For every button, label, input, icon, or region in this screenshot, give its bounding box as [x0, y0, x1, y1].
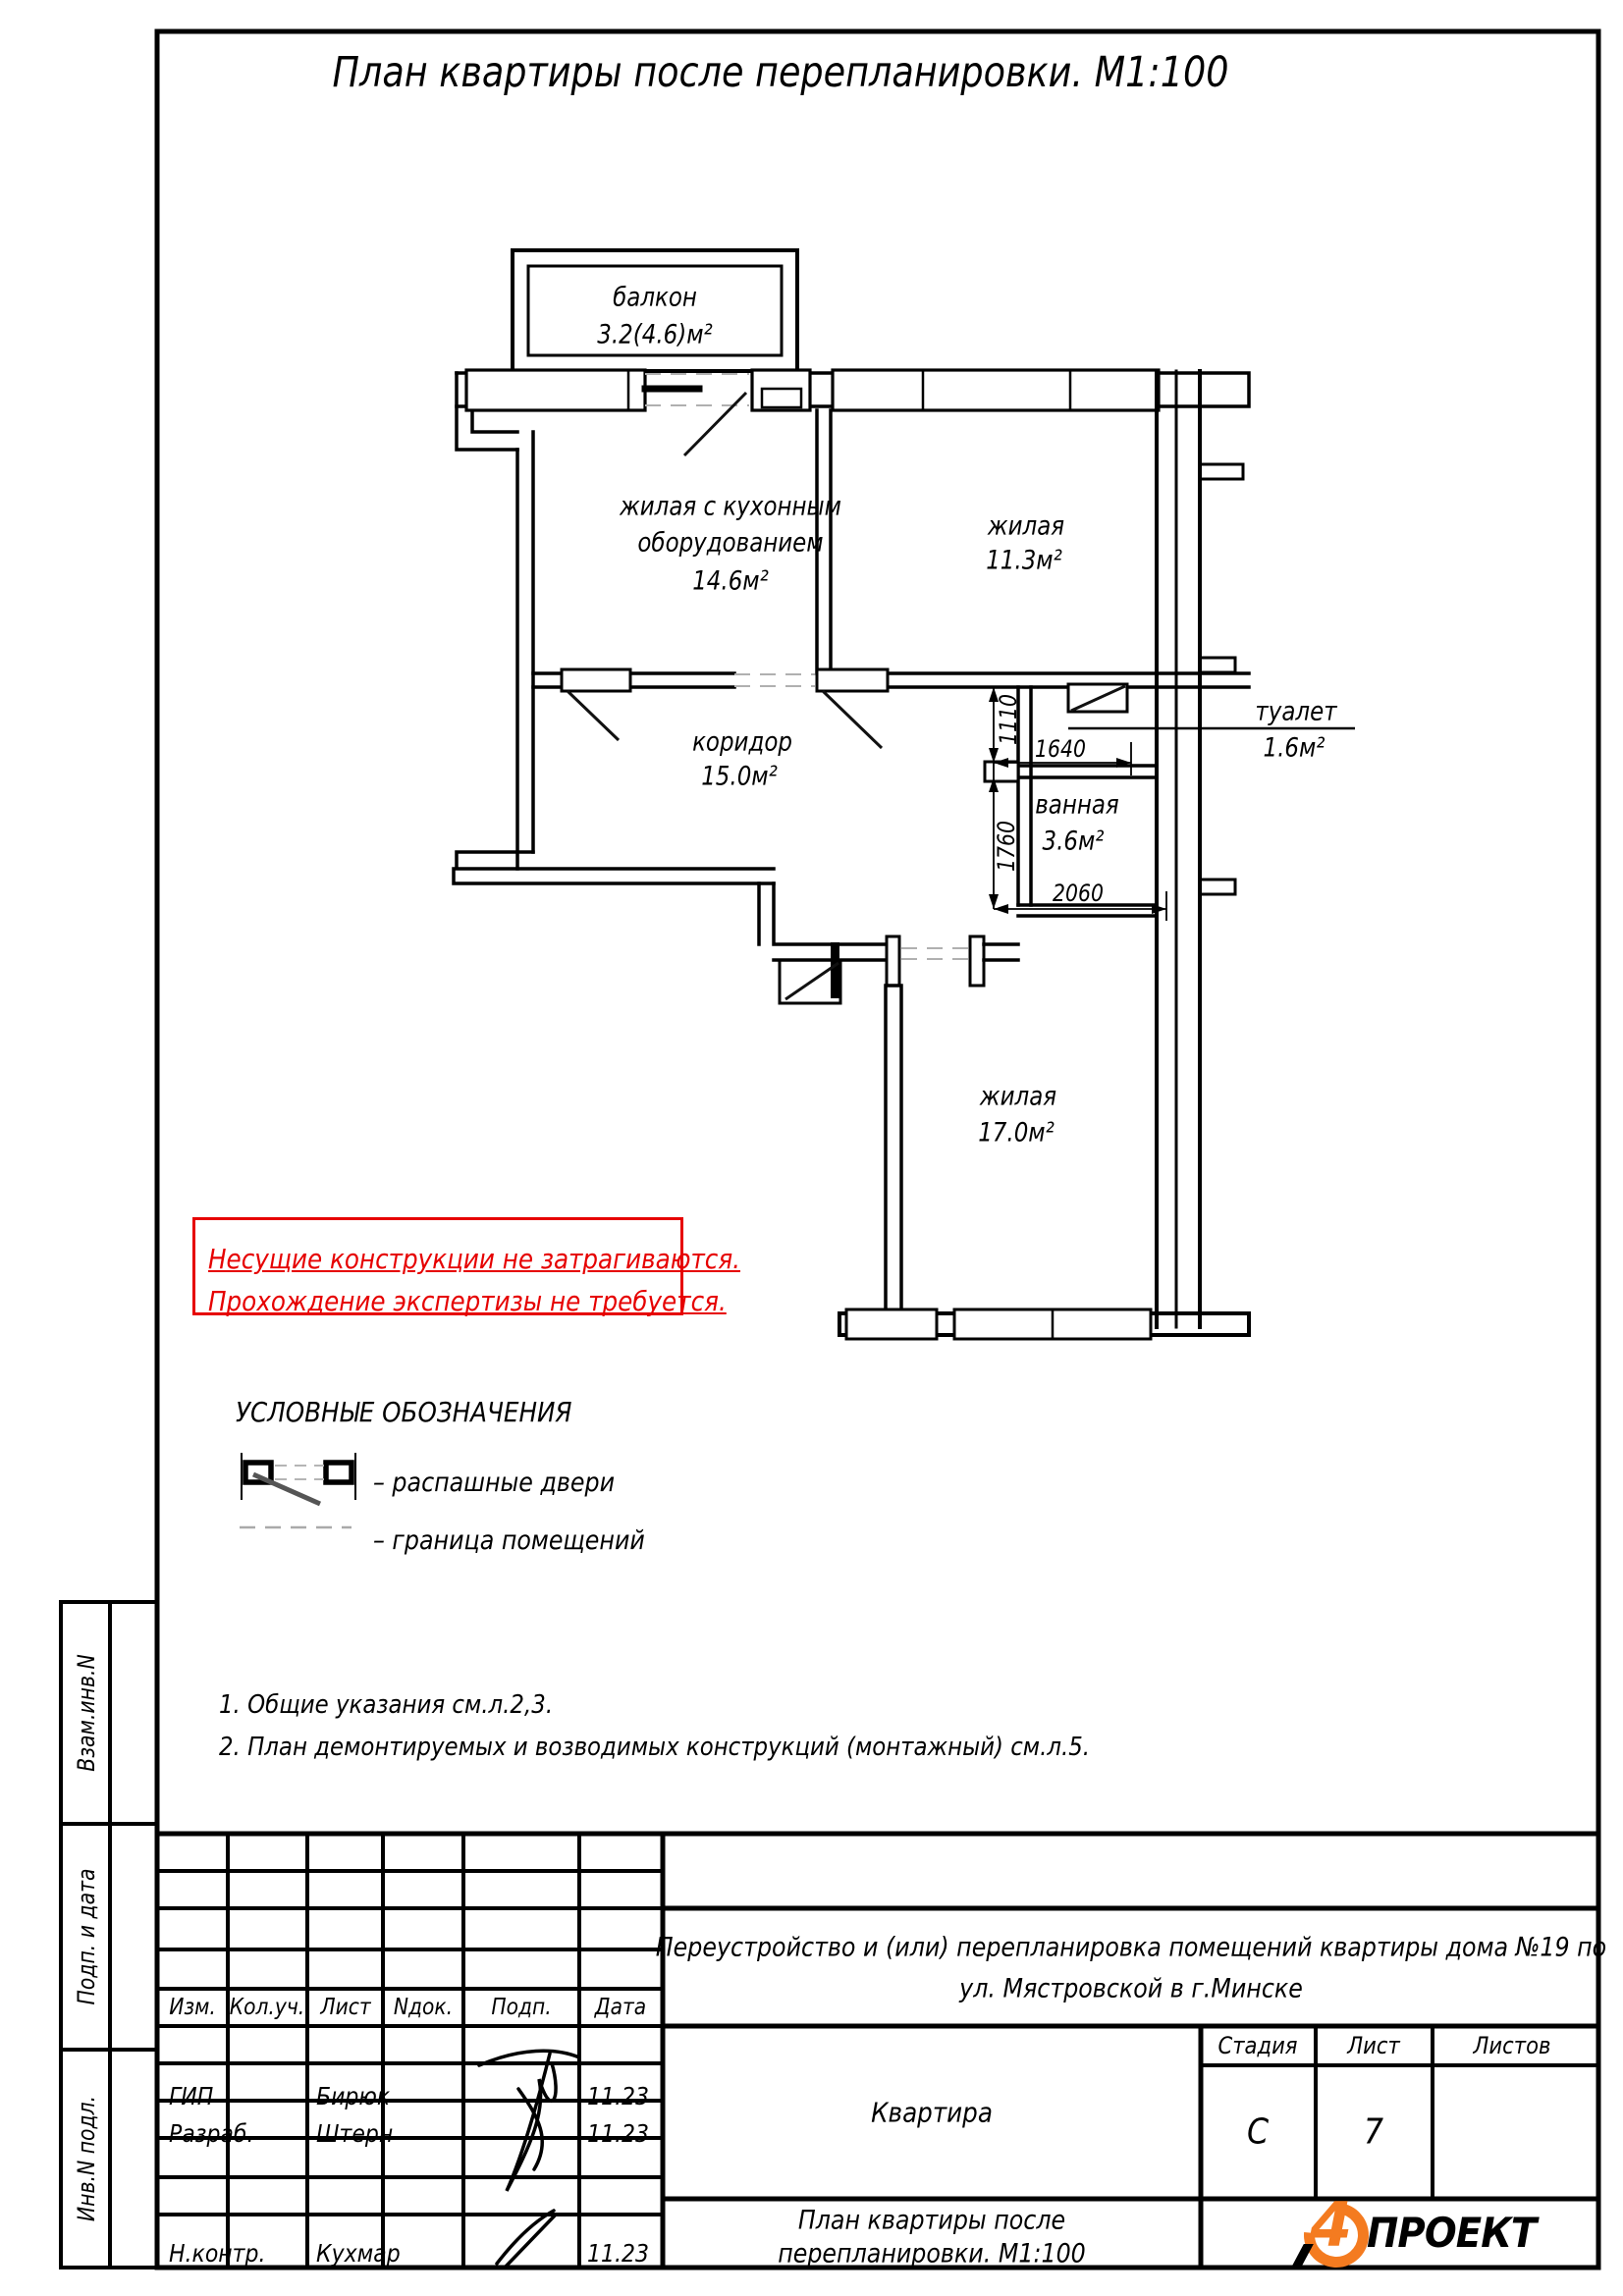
dim-1640: 1640 — [1035, 735, 1086, 763]
legend-heading: УСЛОВНЫЕ ОБОЗНАЧЕНИЯ — [236, 1396, 572, 1428]
note-1: 1. Общие указания см.л.2,3. — [219, 1690, 554, 1720]
tb-date-gip: 11.23 — [587, 2082, 649, 2110]
company-logo — [1276, 2189, 1571, 2266]
room-living-large-name: жилая — [979, 1081, 1057, 1112]
room-corridor-name: коридор — [692, 726, 792, 758]
room-corridor-area: 15.0м² — [701, 761, 778, 792]
room-bath-name: ванная — [1035, 789, 1119, 821]
tb-col-ndok: Nдок. — [393, 1995, 454, 2020]
room-living-kitchen-area: 14.6м² — [692, 565, 769, 597]
tb-col-izm: Изм. — [169, 1995, 216, 2020]
room-boundary-lines — [645, 374, 970, 959]
dim-1110: 1110 — [995, 694, 1022, 745]
tb-date-nkontr: 11.23 — [587, 2239, 649, 2268]
legend-door-label: – распашные двери — [373, 1468, 616, 1498]
tb-role-razrab: Разраб. — [169, 2119, 254, 2148]
tb-col-podp: Подп. — [491, 1995, 552, 2020]
tb-role-nkontr: Н.контр. — [169, 2239, 266, 2268]
legend-door-symbol — [242, 1453, 355, 1504]
tb-stage-label: Стадия — [1217, 2032, 1298, 2059]
logo-word: ПРОЕКТ — [1367, 2209, 1537, 2257]
tb-doc-line2: перепланировки. М1:100 — [778, 2238, 1086, 2269]
walls — [454, 250, 1249, 1339]
tb-name-razrab: Штерн — [316, 2119, 394, 2148]
tb-sheet-label: Лист — [1347, 2032, 1400, 2059]
tb-sheets-label: Листов — [1473, 2032, 1551, 2059]
dim-2060: 2060 — [1053, 880, 1104, 907]
legend-boundary-label: – граница помещений — [373, 1525, 645, 1556]
room-balcony-name: балкон — [613, 282, 697, 313]
room-living-small-area: 11.3м² — [986, 545, 1062, 576]
room-living-kitchen-line1: жилая с кухонным — [620, 491, 841, 522]
warning-line1: Несущие конструкции не затрагиваются. — [208, 1243, 741, 1275]
tb-role-gip: ГИП — [169, 2082, 214, 2110]
room-wc-name: туалет — [1255, 696, 1337, 727]
room-living-kitchen-line2: оборудованием — [637, 527, 824, 559]
room-bath-area: 3.6м² — [1042, 826, 1105, 857]
tb-date-razrab: 11.23 — [587, 2119, 649, 2148]
room-balcony-area: 3.2(4.6)м² — [597, 319, 713, 350]
note-2: 2. План демонтируемых и возводимых конструкций (монтажный) см.л.5. — [219, 1733, 1091, 1762]
tb-project-line1: Переустройство и (или) перепланировка помещений квартиры дома №19 по — [655, 1932, 1607, 1963]
tb-col-koluch: Кол.уч. — [229, 1995, 305, 2020]
tb-stage-value: С — [1246, 2111, 1270, 2153]
tb-col-list: Лист — [320, 1995, 371, 2020]
signature-strokes — [479, 2051, 579, 2268]
warning-line2: Прохождение экспертизы не требуется. — [208, 1285, 727, 1317]
sidebar-label-vzam: Взам.инв.N — [73, 1654, 100, 1772]
room-living-small-name: жилая — [987, 510, 1065, 542]
tb-name-nkontr: Кухмар — [316, 2239, 401, 2268]
room-living-large-area: 17.0м² — [978, 1117, 1055, 1148]
tb-col-data: Дата — [594, 1995, 647, 2020]
room-wc-area: 1.6м² — [1263, 732, 1325, 764]
tb-object-name: Квартира — [871, 2096, 993, 2129]
logo-numeral: 4 — [1310, 2189, 1353, 2261]
tb-doc-line1: План квартиры после — [797, 2205, 1066, 2236]
sidebar-label-inv: Инв.N подл. — [73, 2095, 100, 2222]
tb-name-gip: Бирюк — [316, 2082, 391, 2110]
sidebar-label-podp: Подп. и дата — [73, 1868, 100, 2005]
tb-sheet-value: 7 — [1363, 2111, 1384, 2153]
dim-1760: 1760 — [993, 821, 1020, 872]
sheet-title: План квартиры после перепланировки. М1:100 — [332, 48, 1229, 97]
tb-project-line2: ул. Мястровской в г.Минске — [959, 1973, 1303, 2004]
